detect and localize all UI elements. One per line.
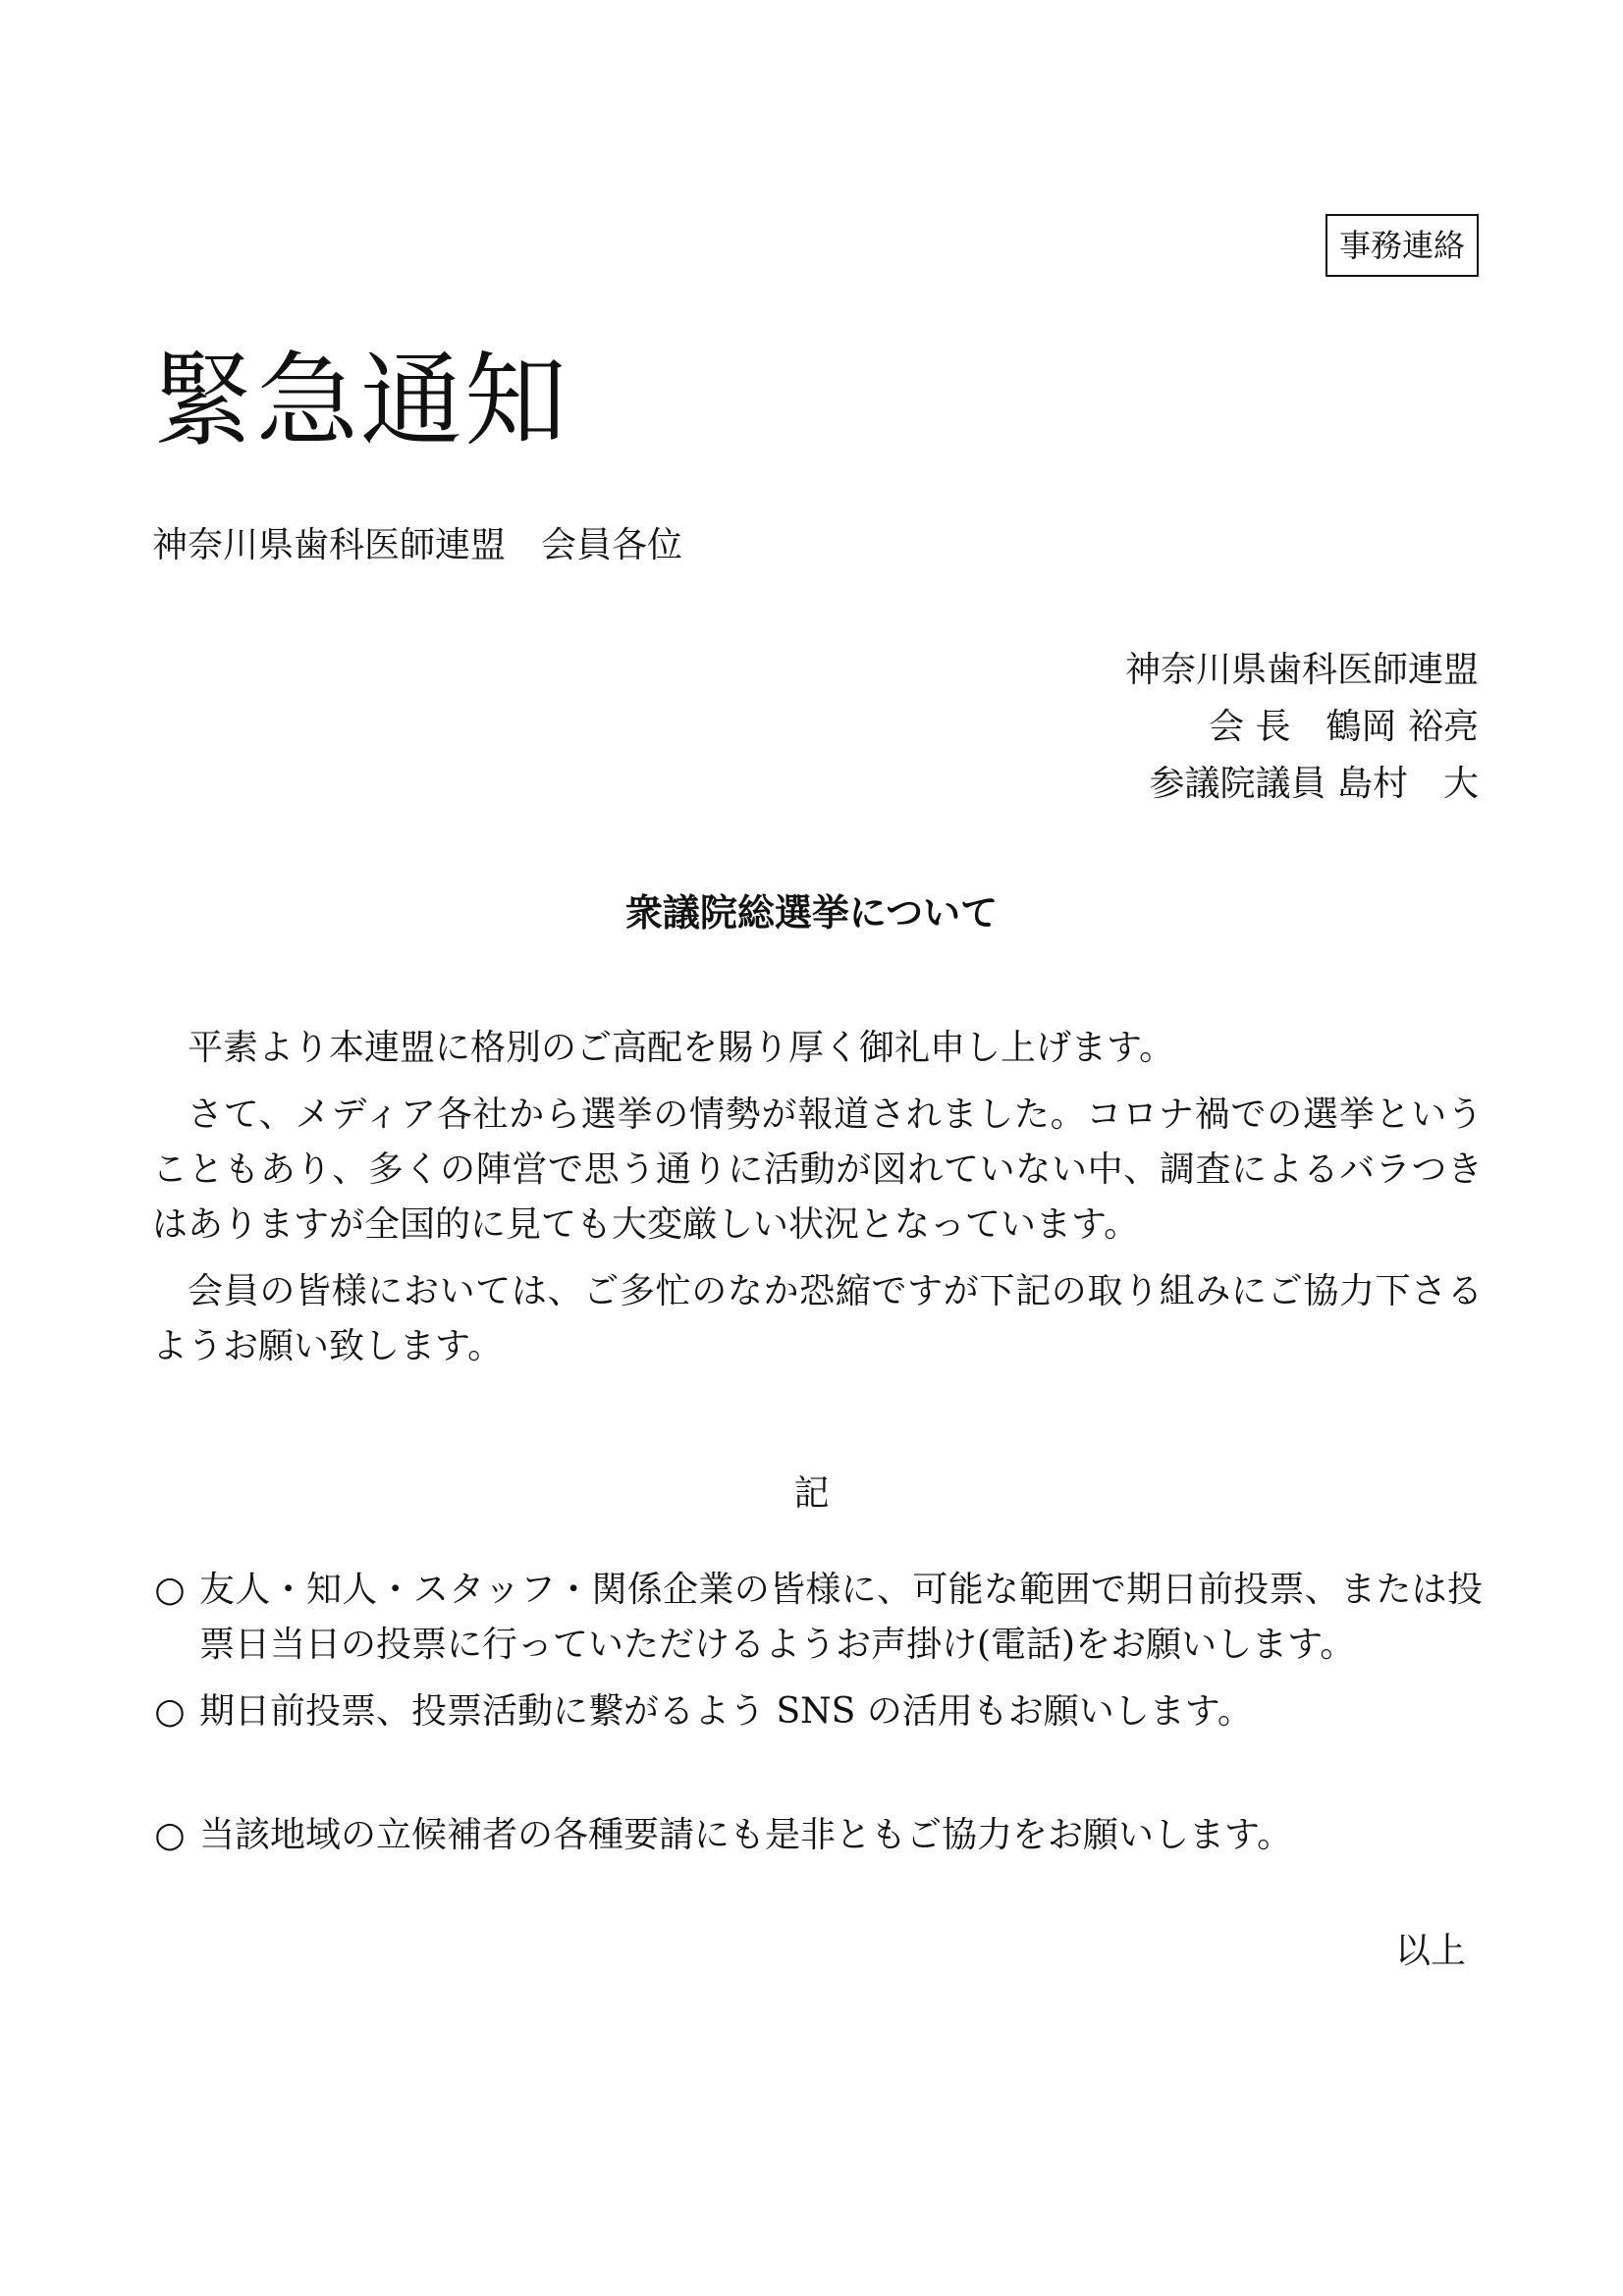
paragraph-request: 会員の皆様においては、ご多忙のなか恐縮ですが下記の取り組みにご協力下さるようお願い致します。 <box>152 1271 1483 1366</box>
circle-bullet-icon: ○ <box>154 1570 186 1610</box>
office-notice-stamp: 事務連絡 <box>1325 214 1479 277</box>
sender-president: 会 長 鶴岡 裕亮 <box>1209 707 1479 747</box>
list-item <box>152 1684 1483 1739</box>
ki-heading: 記 <box>793 1473 830 1514</box>
sender-councilor: 参議院議員 島村 大 <box>1149 764 1479 804</box>
closing-mark: 以上 <box>1394 1931 1466 1971</box>
list-item-text: 当該地域の立候補者の各種要請にも是非ともご協力をお願いします。 <box>199 1815 1293 1855</box>
list-item-text: 友人・知人・スタッフ・関係企業の皆様に、可能な範囲で期日前投票、または投票日当日の投票に行っていただけるようお声掛け(電話)をお願いします。 <box>199 1570 1483 1665</box>
circle-bullet-icon: ○ <box>154 1815 186 1855</box>
list-item <box>152 1563 1483 1673</box>
list-item <box>152 1808 1483 1863</box>
subject-heading: 衆議院総選挙について <box>624 891 999 934</box>
circle-bullet-icon: ○ <box>154 1691 186 1732</box>
paragraph-greeting: 平素より本連盟に格別のご高配を賜り厚く御礼申し上げます。 <box>188 1028 1175 1068</box>
list-item-text: 期日前投票、投票活動に繋がるよう SNS の活用もお願いします。 <box>199 1691 1253 1732</box>
page-title: 緊急通知 <box>152 341 569 460</box>
body-text <box>152 1021 1483 1386</box>
sender-organization: 神奈川県歯科医師連盟 <box>1124 650 1479 690</box>
paragraph-situation: さて、メディア各社から選挙の情勢が報道されました。コロナ禍での選挙ということもあり、多くの陣営で思う通りに活動が図れていない中、調査によるバラつきはありますが全国的に見ても大変厳しい状況となっています。 <box>152 1095 1483 1245</box>
request-list <box>152 1563 1483 1863</box>
addressee: 神奈川県歯科医師連盟 会員各位 <box>152 525 683 565</box>
sender-block <box>1125 642 1479 813</box>
